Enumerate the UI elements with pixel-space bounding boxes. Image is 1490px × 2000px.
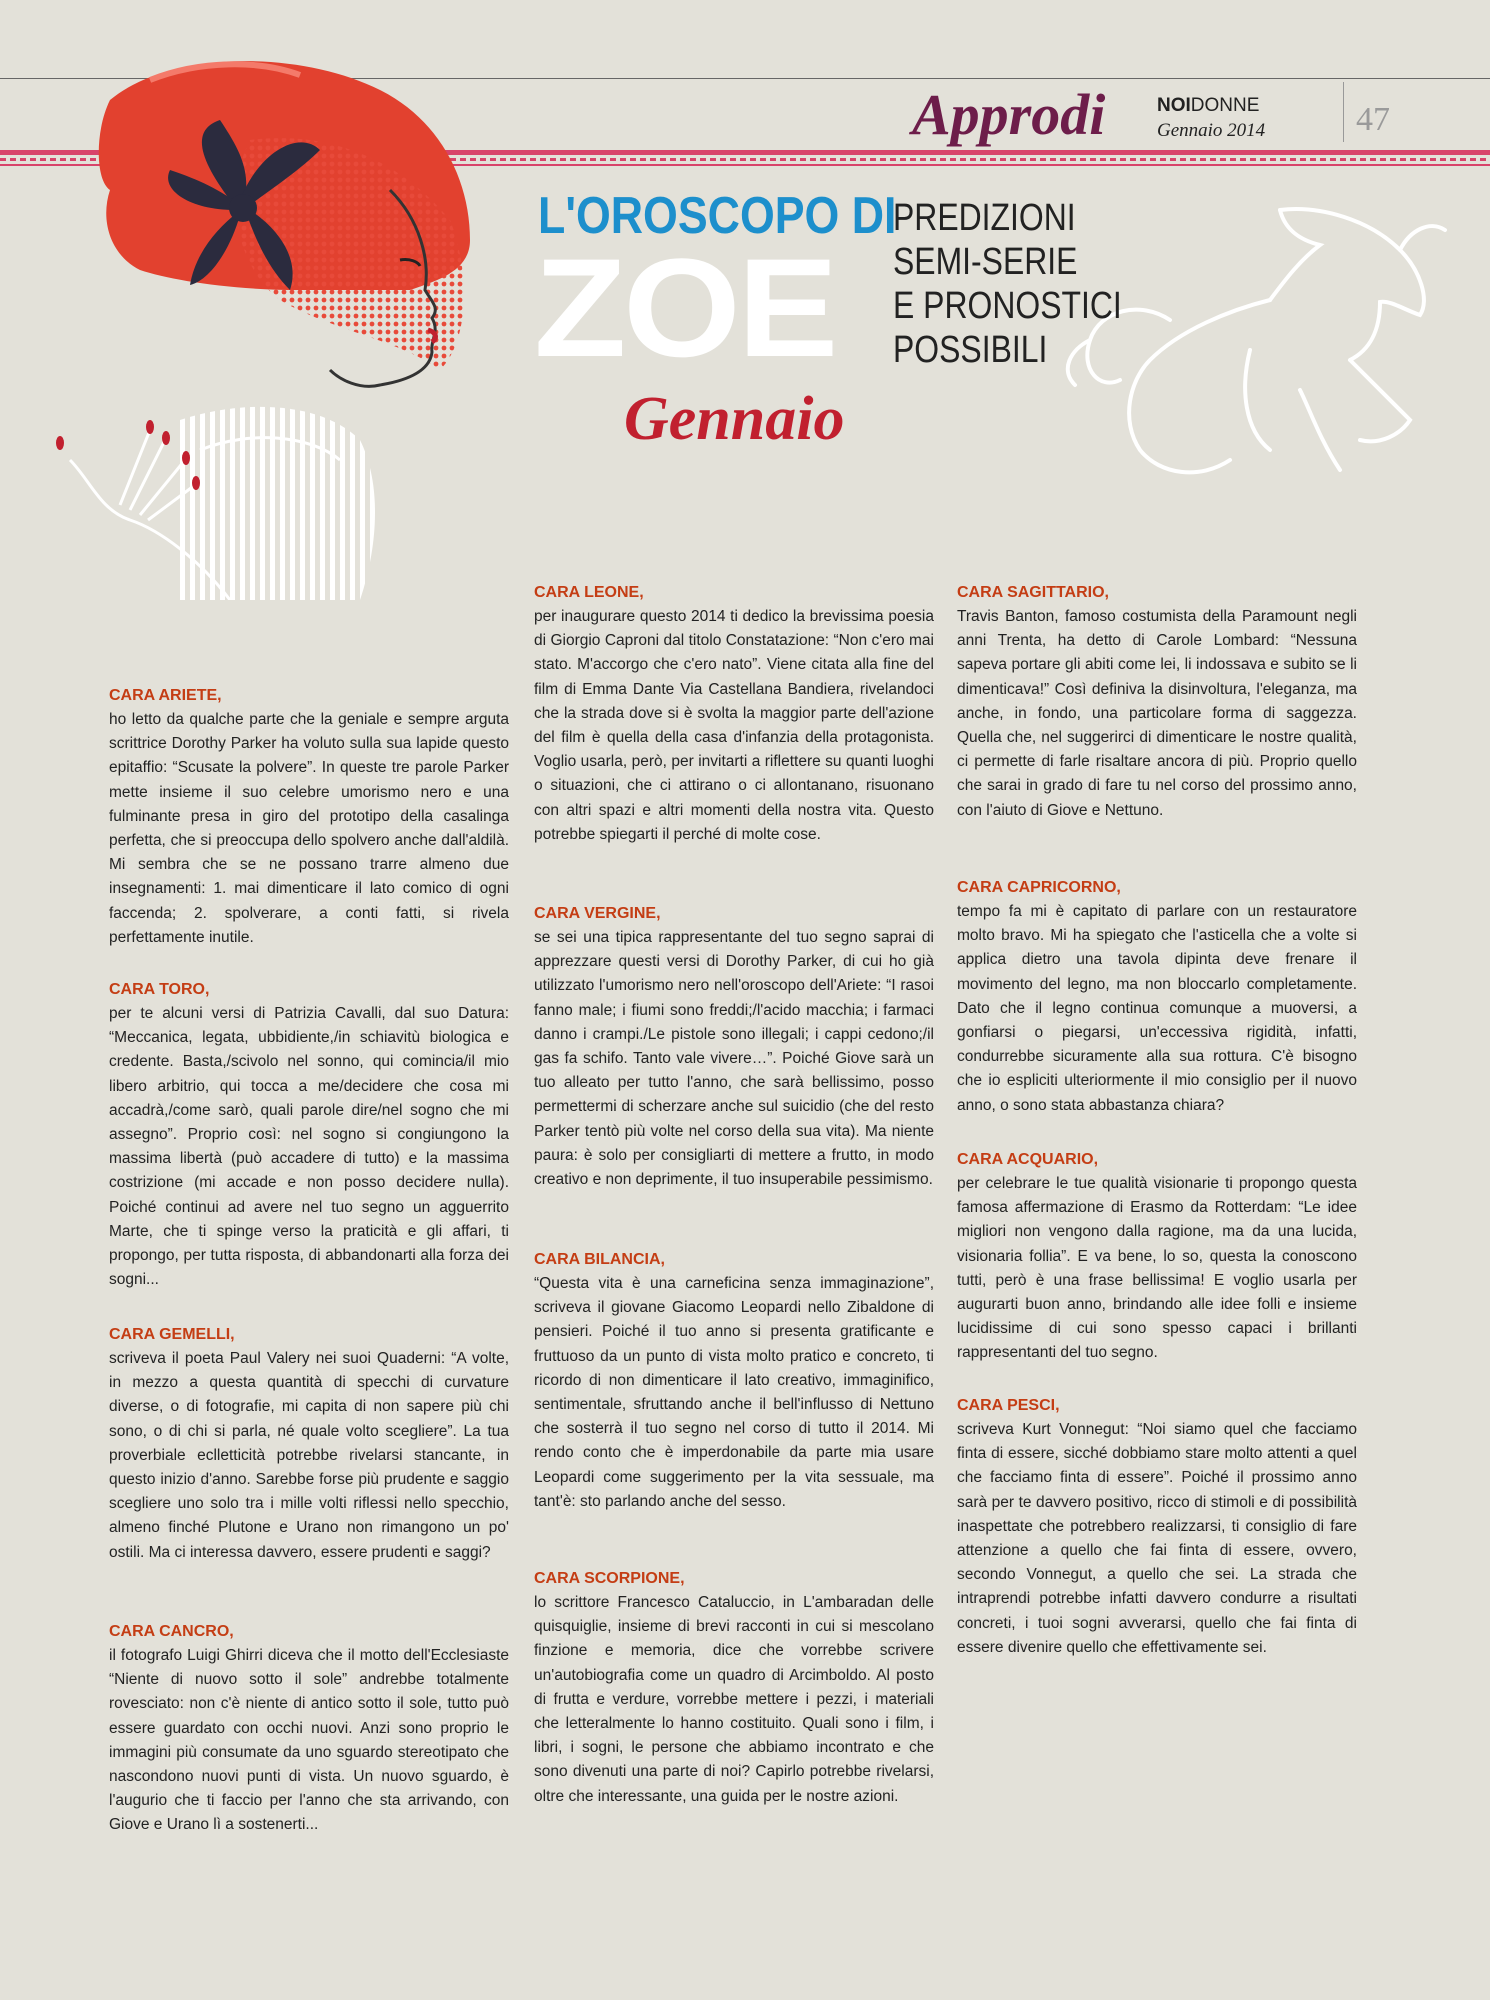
title-oroscopo: L'OROSCOPO DI — [538, 187, 897, 245]
magazine-brand — [1157, 96, 1259, 115]
horoscope-leone — [534, 581, 934, 847]
sign-heading: CARA SCORPIONE, — [534, 1570, 685, 1587]
page-number: 47 — [1356, 101, 1390, 138]
horoscope-gemelli — [109, 1323, 509, 1565]
sign-heading: CARA SAGITTARIO, — [957, 584, 1109, 601]
subtitle-line: POSSIBILI — [893, 329, 1048, 371]
section-title: Approdi — [912, 82, 1106, 147]
horoscope-ariete — [109, 684, 509, 950]
issue-date: Gennaio 2014 — [1157, 120, 1266, 141]
title-zoe: ZOE — [534, 229, 836, 386]
sign-heading: CARA CAPRICORNO, — [957, 879, 1121, 896]
sign-heading: CARA ARIETE, — [109, 687, 222, 704]
sign-heading: CARA TORO, — [109, 981, 210, 998]
sign-text: se sei una tipica rappresentante del tuo segno saprai di apprezzare questi versi di Dorothy Parker, di cui ho già utilizzato l'umorismo nero nell'oroscopo dell'Ariete: “I rasoi fanno male; i fiumi sono freddi;/l'acido macchia; i farmaci danno i crampi./Le pistole sono illegali; i cappi cedono;/il gas fa schifo. Tanto vale vivere…”. Poiché Giove sarà un tuo alleato per tutto l'anno, che sarà bellissimo, posso permettermi di scherzare anche sul suicidio (che del resto Parker tentò più volte nel corso della sua vita). Ma niente paura: è solo per consigliarti di mettere a frutto, in modo creativo e non deprimente, il tuo insuperabile pessimismo. — [534, 929, 934, 1189]
sign-text: ho letto da qualche parte che la geniale e sempre arguta scrittrice Dorothy Parker ha voluto sulla sua lapide questo epitaffio: “Scusate la polvere”. In queste tre parole Parker mette insieme il suo celebre umorismo nero e una fulminante presa in giro del prototipo della casalinga perfetta, che si preoccupa dello spolvero anche dall'aldilà. Mi sembra che se ne possano trarre almeno due insegnamenti: 1. mai dimenticare il lato comico di ogni faccenda; 2. spolverare, a conti fatti, si rivela perfettamente inutile. — [109, 711, 509, 946]
sign-heading: CARA ACQUARIO, — [957, 1151, 1099, 1168]
sign-text: per te alcuni versi di Patrizia Cavalli, dal suo Datura: “Meccanica, legata, ubbidiente,/in schiavitù biologica e credente. Basta,/scivolo nel sonno, qui comincia/il mio libero arbitrio, qui tocca a me/decidere che cosa mi accadrà,/come sarò, quali parole dire/nel sogno che mi assegno”. Proprio così: nel sogno si congiungono la massima libertà (può accadere di tutto) e la massima costrizione (mi accade e non posso decidere nulla). Poiché continui ad avere nel tuo segno un agguerrito Marte, che ti spinge verso la praticità e gli affari, ti propongo, per tutta risposta, di abbandonarti alla forza dei sogni... — [109, 1005, 509, 1289]
horoscope-sagittario — [957, 581, 1357, 823]
subtitle-line: PREDIZIONI — [893, 197, 1076, 239]
sign-text: per celebrare le tue qualità visionarie ti propongo questa famosa affermazione di Erasmo da Rotterdam: “Le idee migliori non vengono dalla ragione, ma da una lucida, visionaria follia”. E va bene, lo so, questa la conoscono tutti, però è una frase bellissima! E voglio usarla per augurarti buon anno, brindando alle idee folli e insieme lucidissime di cui sono spesso capaci i brillanti rappresentanti del tuo segno. — [957, 1175, 1357, 1362]
horoscope-bilancia — [534, 1248, 934, 1514]
subtitle-line: E PRONOSTICI — [893, 285, 1122, 327]
horoscope-capricorno — [957, 876, 1357, 1118]
sign-heading: CARA GEMELLI, — [109, 1326, 235, 1343]
sign-heading: CARA CANCRO, — [109, 1623, 234, 1640]
horoscope-acquario — [957, 1148, 1357, 1366]
sign-text: scriveva il poeta Paul Valery nei suoi Quaderni: “A volte, in mezzo a questa quantità di specchi di curvature diverse, o di fotografie, mi capita di non sapere più chi sono, o di chi si parla, né quale volto scegliere”. La tua proverbiale eclletticità potrebbe rivelarsi stancante, in questo inizio d'anno. Sarebbe forse più prudente e saggio scegliere uno solo tra i mille volti riflessi nello specchio, almeno finché Plutone e Urano non rimangono un po' ostili. Ma ci interessa davvero, essere prudenti e saggi? — [109, 1350, 509, 1561]
sign-heading: CARA LEONE, — [534, 584, 644, 601]
brand-bold: NOI — [1157, 95, 1191, 116]
sign-heading: CARA BILANCIA, — [534, 1251, 665, 1268]
woman-hat-illustration — [0, 40, 520, 600]
horoscope-pesci — [957, 1394, 1357, 1660]
title-subtitle — [893, 196, 1122, 372]
horoscope-scorpione — [534, 1567, 934, 1809]
sign-text: tempo fa mi è capitato di parlare con un restauratore molto bravo. Mi ha spiegato che l'asticella che a volte si applica dietro una tavola dipinta deve frenare il movimento del legno, ma non bloccarlo completamente. Dato che il legno continua comunque a muoversi, a gonfiarsi o piegarsi, un'eccessiva rigidità, infatti, condurrebbe sicuramente alla sua rottura. C'è bisogno che io espliciti ulteriormente il mio consiglio per il nuovo anno, o sono stata abbastanza chiara? — [957, 903, 1357, 1114]
sign-text: il fotografo Luigi Ghirri diceva che il motto dell'Ecclesiaste “Niente di nuovo sotto il sole” andrebbe totalmente rovesciato: non c'è niente di antico sotto il sole, tutto può essere guardato con occhi nuovi. Anzi sono proprio le immagini più consumate da uno sguardo stereotipato che nascondono nuovi punti di vista. Un nuovo sguardo, è l'augurio che ti faccio per l'anno che sta arrivando, con Giove e Urano lì a sostenerti... — [109, 1647, 509, 1834]
horoscope-toro — [109, 978, 509, 1292]
sign-text: Travis Banton, famoso costumista della Paramount negli anni Trenta, ha detto di Carole Lombard: “Nessuna sapeva portare gli abiti come lei, li indossava e subito se li dimenticava!” Così definiva la disinvoltura, l'eleganza, ma anche, in fondo, una particolare forma di saggezza. Quella che, nel suggerirci di dimenticare le nostre qualità, ci permette di farle risaltare ancora di più. Proprio quello che sarai in grado di fare tu nel corso del prossimo anno, con l'aiuto di Giove e Nettuno. — [957, 608, 1357, 819]
title-month: Gennaio — [624, 385, 845, 453]
horoscope-vergine — [534, 902, 934, 1192]
sign-text: per inaugurare questo 2014 ti dedico la brevissima poesia di Giorgio Caproni dal titolo Constatazione: “Non c'ero mai stato. M'accorgo che c'ero nato”. Viene citata alla fine del film di Emma Dante Via Castellana Bandiera, rivelandoci che la strada dove si è svolta la maggior parte dell'azione del film è quella della casa d'infanzia della protagonista. Voglio usarla, però, per invitarti a riflettere su quanti luoghi o situazioni, che ci attirano o ci allontanano, risuonano con altri spazi e altri momenti della nostra vita. Questo potrebbe spiegarti il perché di molte cose. — [534, 608, 934, 843]
sign-heading: CARA VERGINE, — [534, 905, 661, 922]
sign-text: “Questa vita è una carneficina senza immaginazione”, scriveva il giovane Giacomo Leopardi nello Zibaldone di pensieri. Poiché il tuo anno si presenta gratificante e fruttuoso da un punto di vista molto pratico e concreto, ti ricordo di non dimenticare il lato creativo, immaginifico, sentimentale, sfruttando anche il bell'influsso di Nettuno che sosterrà il tuo segno nel corso di tutto il 2014. Mi rendo conto che è imperdonabile da parte mia usare Leopardi come suggerimento per la vita sessuale, ma tant'è: sto parlando anche del sesso. — [534, 1275, 934, 1510]
sign-text: scriveva Kurt Vonnegut: “Noi siamo quel che facciamo finta di essere, sicché dobbiamo stare molto attenti a quel che facciamo finta di essere”. Poiché il prossimo anno sarà per te davvero positivo, ricco di stimoli e di possibilità inaspettate che potrebbero realizzarsi, ti consiglio di fare attenzione a quello che fai finta di essere, ovvero, secondo Vonnegut, a quello che sei. La strada che intraprendi potrebbe infatti davvero condurre a risultati concreti, i tuoi sogni avverarsi, quello che fai finta di essere divenire quello che effettivamente sei. — [957, 1421, 1357, 1656]
header-divider — [1343, 82, 1344, 142]
brand-rest: DONNE — [1190, 95, 1260, 116]
sign-heading: CARA PESCI, — [957, 1397, 1060, 1414]
subtitle-line: SEMI-SERIE — [893, 241, 1078, 283]
horoscope-cancro — [109, 1620, 509, 1838]
sign-text: lo scrittore Francesco Cataluccio, in L'ambaradan delle quisquiglie, insieme di brevi racconti in cui si mescolano finzione e memoria, dice che vorrebbe scrivere un'autobiografia come un quadro di Arcimboldo. Al posto di frutta e verdure, vorrebbe mettere i pezzi, i materiali che letteralmente lo hanno costituito. Quali sono i film, i libri, i sogni, le persone che abbiamo incontrato e che sono divenuti una parte di noi? Capirlo potrebbe rivelarsi, oltre che interessante, una guida per le nostre azioni. — [534, 1594, 934, 1805]
